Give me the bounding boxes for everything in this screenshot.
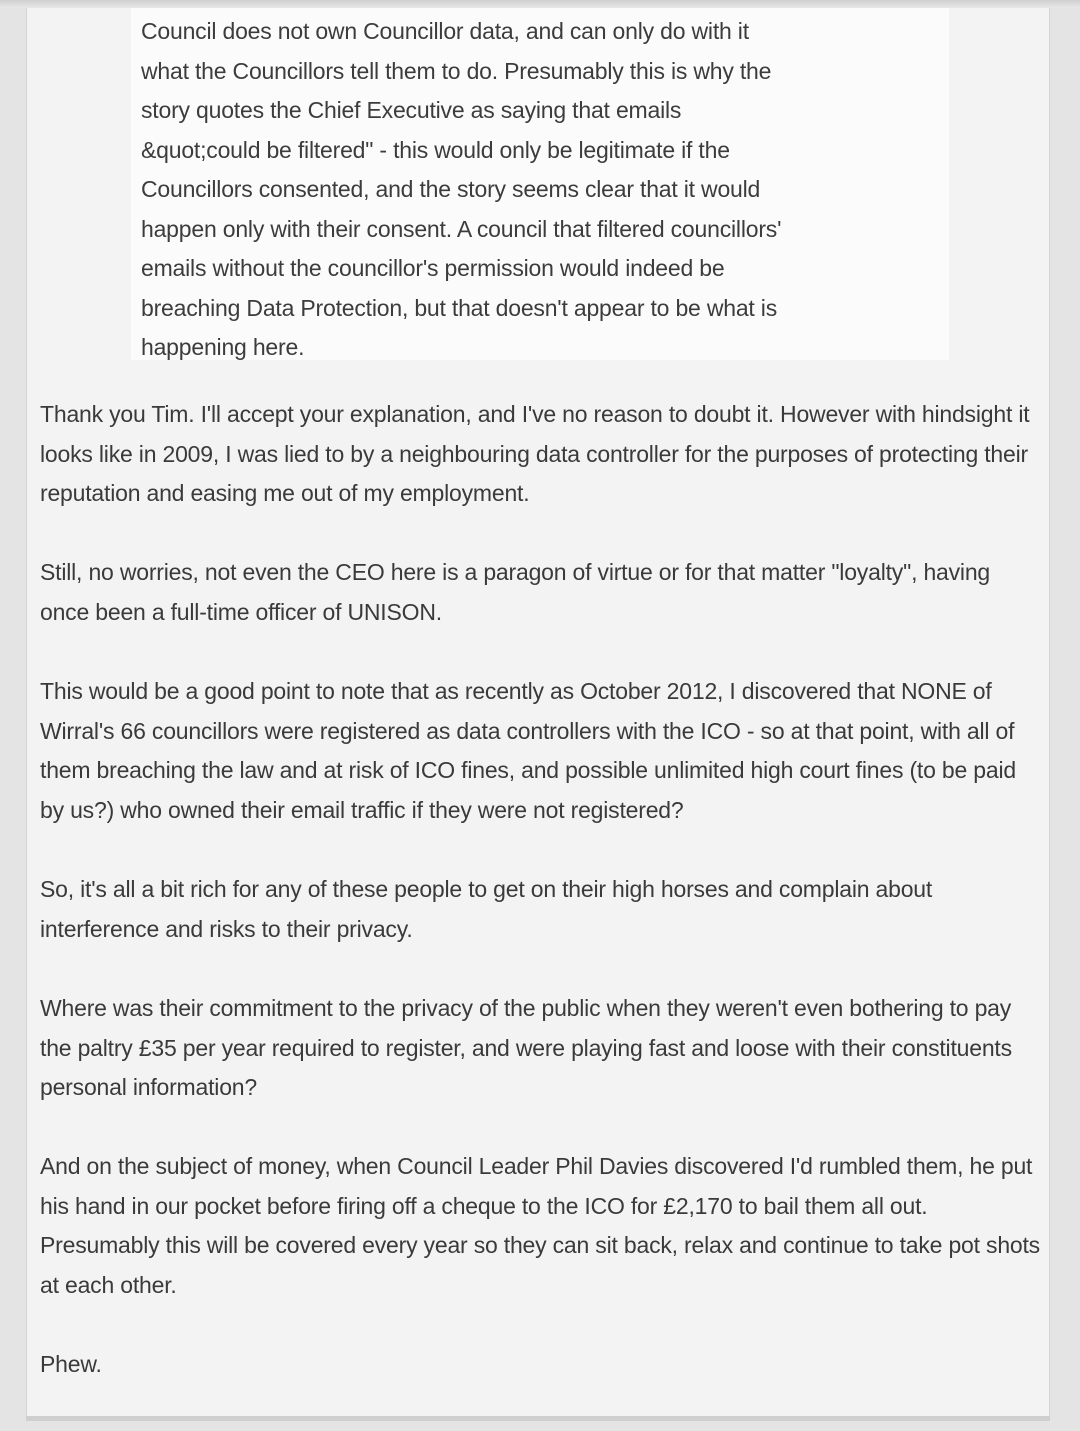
- quote-line: &quot;could be filtered" - this would only be legitimate if the: [141, 136, 730, 163]
- quote-line: happen only with their consent. A council that filtered councillors': [141, 215, 782, 242]
- comment-signoff: Phew.: [40, 1351, 102, 1378]
- card-bottom-divider: [26, 1416, 1050, 1421]
- comment-card: [26, 8, 1050, 1416]
- quote-line: story quotes the Chief Executive as saying that emails: [141, 97, 682, 123]
- comment-body: [40, 395, 1042, 1385]
- comment-paragraph: Thank you Tim. I'll accept your explanation, and I've no reason to doubt it. However with hindsight it looks like in 2009, I was lied to by a neighbouring data controller for the purposes of protecting their reputation and easing me out of my employment.: [40, 401, 1030, 507]
- quote-line: Councillors consented, and the story seems clear that it would: [141, 176, 761, 202]
- quote-line: happening here.: [141, 334, 305, 360]
- quote-line: breaching Data Protection, but that doesn't appear to be what is: [141, 294, 778, 321]
- quote-line: emails without the councillor's permission would indeed be: [141, 255, 725, 281]
- quote-line: what the Councillors tell them to do. Presumably this is why the: [141, 57, 772, 84]
- window-top-edge: [0, 0, 1080, 8]
- comment-paragraph: Where was their commitment to the privacy of the public when they weren't even bothering to pay the paltry £35 per year required to register, and were playing fast and loose with their constituents personal information?: [40, 994, 1012, 1101]
- comment-paragraph: So, it's all a bit rich for any of these people to get on their high horses and complain about interference and risks to their privacy.: [40, 876, 933, 942]
- blockquote: [131, 8, 949, 360]
- comment-paragraph: This would be a good point to note that as recently as October 2012, I discovered that NONE of Wirral's 66 councillors were registered as data controllers with the ICO - so at that point, with all of them breaching the law and at risk of ICO fines, and possible unlimited high court fines (to be paid by us?) who owned their email traffic if they were not registered?: [40, 678, 1016, 823]
- comment-paragraph: Still, no worries, not even the CEO here is a paragon of virtue or for that matter "loyalty", having once been a full-time officer of UNISON.: [40, 559, 991, 625]
- quote-line: Council does not own Councillor data, and can only do with it: [141, 18, 749, 44]
- comment-paragraph: And on the subject of money, when Council Leader Phil Davies discovered I'd rumbled them, he put his hand in our pocket before firing off a cheque to the ICO for £2,170 to bail them all out. Presumably this will be covered every year so they can sit back, relax and continue to take pot shots at each other.: [40, 1153, 1040, 1299]
